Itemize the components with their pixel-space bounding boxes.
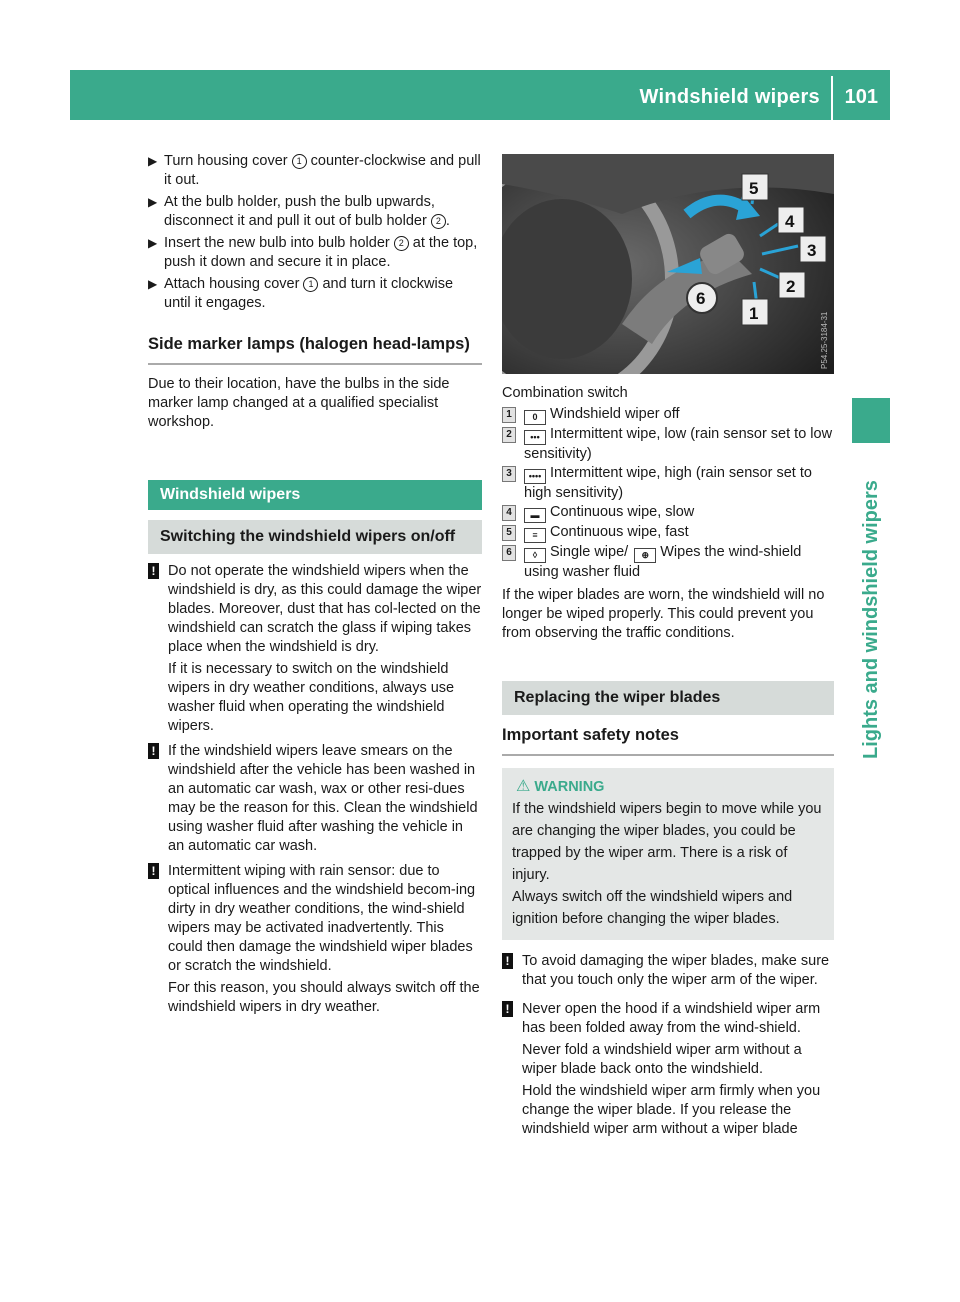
wiper-setting-icon: ◊ (524, 548, 546, 563)
note-text: Never open the hood if a windshield wiper arm has been folded away from the wind-shield. (522, 1001, 821, 1036)
instruction-step (148, 193, 482, 231)
callout-number: 1 (292, 154, 307, 169)
callout-number: 2 (394, 236, 409, 251)
side-marker-heading: Side marker lamps (halogen head-lamps) (148, 333, 482, 365)
note-text: Do not operate the windshield wipers when the windshield is dry, as this could damage the wiper blades. Moreover, dust that has col-lected on the windshield can scratch the glass if wiping takes place when the windshield is dry. (168, 563, 482, 655)
legend-key: 1 (502, 407, 516, 423)
note-text: Never fold a windshield wiper arm without a wiper blade back onto the windshield. (522, 1042, 802, 1077)
side-tab-label: Lights and windshield wipers (860, 480, 882, 759)
step-text: counter-clockwise and pull it out. (164, 153, 481, 188)
step-text: Attach housing cover (164, 276, 304, 292)
note-smears (148, 742, 482, 856)
figure-label-2 (779, 272, 805, 298)
svg-text:1: 1 (749, 304, 759, 323)
legend-text: Windshield wiper off (550, 406, 680, 422)
legend-key: 5 (502, 525, 516, 541)
exclamation-icon: ! (502, 1001, 513, 1017)
wiper-setting-icon: ≡ (524, 528, 546, 543)
legend-item (502, 503, 834, 523)
figure-label-6 (687, 283, 717, 313)
legend-key: 6 (502, 545, 516, 561)
warning-triangle-icon: ⚠ (516, 778, 531, 795)
step-text: at the top, push it down and secure it in place. (164, 235, 478, 270)
legend-text: Single wipe/ (550, 544, 629, 560)
worn-blades-text: If the wiper blades are worn, the windshield will no longer be wiped properly. This could prevent you from observing the traffic conditions. (502, 587, 825, 641)
page-number: 101 (844, 86, 878, 108)
figure-label-4 (778, 207, 804, 233)
step-text: and turn it clockwise until it engages. (164, 276, 454, 311)
combination-switch-figure (502, 154, 834, 374)
legend-text: Intermittent wipe, low (rain sensor set to low sensitivity) (524, 426, 833, 462)
legend-key: 4 (502, 505, 516, 521)
wiper-setting-icon: •••• (524, 469, 546, 484)
step-text: . (445, 213, 450, 229)
note-text: If it is necessary to switch on the windshield wipers in dry weather conditions, always use washer fluid when operating the windshield wipers. (168, 661, 455, 734)
wiper-setting-icon: ••• (524, 430, 546, 445)
step-arrow-icon: ▶ (148, 195, 158, 209)
subsection-switching: Switching the windshield wipers on/off (148, 520, 482, 554)
legend-item (502, 464, 834, 503)
legend-text: Wipes the wind-shield using washer fluid (524, 544, 802, 580)
callout-number: 1 (303, 277, 318, 292)
legend-text: Continuous wipe, slow (550, 504, 695, 520)
washer-fluid-icon: ⊕ (634, 548, 656, 563)
legend-key: 2 (502, 427, 516, 443)
note-hood (502, 1000, 834, 1038)
step-arrow-icon: ▶ (148, 154, 158, 168)
instruction-step (148, 152, 482, 190)
warning-box (502, 768, 834, 940)
figure-label-1 (742, 299, 768, 325)
figure-illustration (502, 154, 834, 374)
legend-list (502, 405, 834, 582)
figure-label-5 (742, 174, 768, 200)
legend-text: Intermittent wipe, high (rain sensor set to high sensitivity) (524, 465, 812, 501)
instruction-steps (148, 152, 482, 313)
side-tab-marker (852, 398, 890, 443)
wiper-setting-icon: ▬ (524, 508, 546, 523)
header-bar (70, 70, 890, 120)
legend-item (502, 425, 834, 464)
legend-item (502, 543, 834, 582)
svg-text:3: 3 (807, 241, 817, 260)
safety-notes-heading: Important safety notes (502, 724, 834, 756)
note-text: To avoid damaging the wiper blades, make sure that you touch only the wiper arm of the wiper. (522, 953, 830, 988)
step-text: Turn housing cover (164, 153, 292, 169)
figure-caption: Combination switch (502, 385, 628, 401)
left-column (148, 152, 482, 1017)
warning-text: Always switch off the windshield wipers and ignition before changing the wiper blades. (512, 889, 793, 927)
side-marker-text: Due to their location, have the bulbs in the side marker lamp changed at a qualified specialist workshop. (148, 376, 450, 430)
wiper-setting-icon: 0 (524, 410, 546, 425)
instruction-step (148, 275, 482, 313)
exclamation-icon: ! (502, 953, 513, 969)
svg-text:2: 2 (786, 277, 796, 296)
section-title-wipers: Windshield wipers (148, 480, 482, 510)
exclamation-icon: ! (148, 863, 159, 879)
svg-text:4: 4 (785, 212, 795, 231)
note-text: If the windshield wipers leave smears on the windshield after the vehicle has been washed in an automatic car wash, wax or other resi-dues may be the reason for this. Clean the windshield using washer fluid after washing the vehicle in an automatic car wash. (168, 743, 478, 854)
section-title-replacing: Replacing the wiper blades (502, 681, 834, 715)
note-damage-blades (502, 952, 834, 990)
step-arrow-icon: ▶ (148, 277, 158, 291)
note-text: For this reason, you should always switch off the windshield wipers in dry weather. (168, 980, 480, 1015)
legend-item (502, 523, 834, 543)
warning-title: WARNING (534, 779, 605, 795)
callout-number: 2 (431, 214, 446, 229)
header-title: Windshield wipers (639, 86, 820, 108)
right-column (502, 384, 834, 1139)
exclamation-icon: ! (148, 563, 159, 579)
legend-text: Continuous wipe, fast (550, 524, 689, 540)
legend-item (502, 405, 834, 425)
note-rain-sensor (148, 862, 482, 976)
svg-text:6: 6 (696, 289, 706, 308)
note-text: Hold the windshield wiper arm firmly when you change the wiper blade. If you release the windshield wiper arm without a wiper blade (522, 1083, 821, 1137)
note-text: Intermittent wiping with rain sensor: due to optical influences and the windshield becom-ing dirty in dry weather conditions, the wind-shield wipers may be activated inadvertently. This could then damage the windshield wiper blades or scratch the windshield. (168, 863, 476, 974)
warning-text: If the windshield wipers begin to move while you are changing the wiper blades, you could be trapped by the wiper arm. There is a risk of injury. (512, 801, 822, 883)
figure-label-3 (800, 236, 826, 262)
legend-key: 3 (502, 466, 516, 482)
step-arrow-icon: ▶ (148, 236, 158, 250)
note-dry-windshield (148, 562, 482, 657)
instruction-step (148, 234, 482, 272)
header-separator (831, 76, 833, 120)
svg-text:5: 5 (749, 179, 759, 198)
figure-code: P54.25-3184-31 (820, 311, 829, 369)
step-text: Insert the new bulb into bulb holder (164, 235, 394, 251)
exclamation-icon: ! (148, 743, 159, 759)
step-text: At the bulb holder, push the bulb upwards, disconnect it and pull it out of bulb holder (164, 194, 435, 229)
